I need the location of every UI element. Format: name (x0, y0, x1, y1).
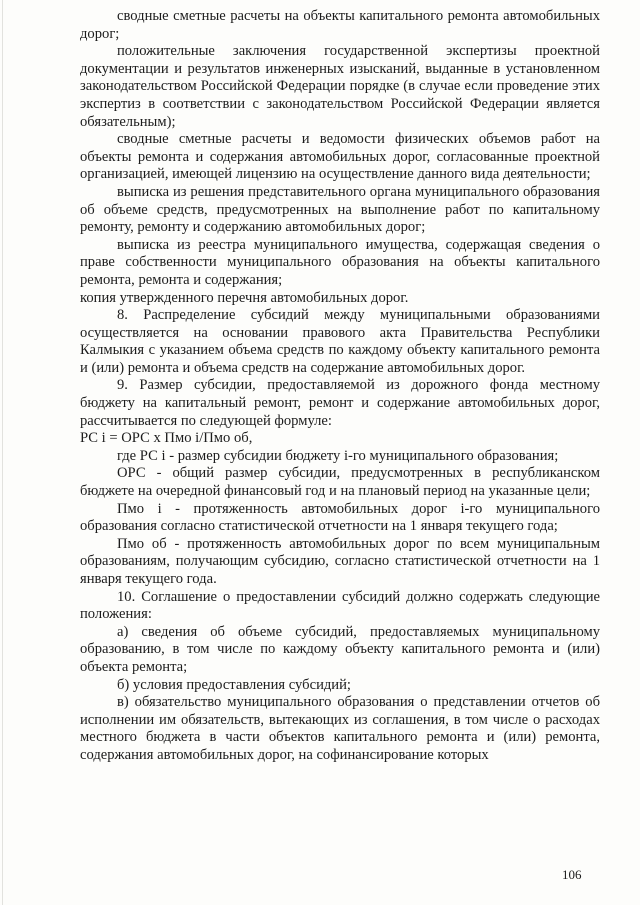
document-body (80, 8, 600, 765)
paragraph-decision-extract: выписка из решения представительного органа муниципального образования об объеме средств, предусмотренных на выполнение работ по капитальному ремонту, ремонту и содержанию автомобильных дорог; (80, 183, 600, 236)
paragraph-section-9: 9. Размер субсидии, предоставляемой из дорожного фонда местному бюджету на капитальный ремонт, ремонт и содержание автомобильных дорог, рассчитывается по следующей формуле: (80, 377, 600, 429)
paragraph-registry-extract: выписка из реестра муниципального имущества, содержащая сведения о праве собственности муниципального образования на объекты капитального ремонта, ремонта и содержания; (80, 236, 600, 288)
formula-definition-rs: где РС i - размер субсидии бюджету i-го муниципального образования; (117, 447, 559, 464)
paragraph-estimates-capital: сводные сметные расчеты на объекты капитального ремонта автомобильных дорог; (80, 8, 600, 42)
page-number: 106 (562, 867, 582, 882)
paragraph-item-v: в) обязательство муниципального образования о представлении отчетов об исполнении им обязательств, вытекающих из соглашения, в том числе о расходах местного бюджета в части объектов капитального ремонта и (или) ремонта, содержания автомобильных дорог, на софинансирование которых (80, 694, 600, 763)
formula-definition-pmo-i: Пмо i - протяженность автомобильных дорог i-го муниципального образования согласно статистической отчетности на 1 января текущего года; (80, 500, 600, 535)
formula-definition-pmo-ob: Пмо об - протяженность автомобильных дорог по всем муниципальным образованиям, получающим субсидию, согласно статистической отчетности на 1 января текущего года. (80, 535, 600, 587)
formula: РС i = ОРС х Пмо i/Пмо об, (80, 430, 253, 447)
paragraph-item-b: б) условия предоставления субсидий; (117, 676, 351, 693)
scan-edge (2, 0, 3, 905)
paragraph-item-a: а) сведения об объеме субсидий, предоставляемых муниципальному образованию, в том числе по каждому объекту капитального ремонта и (или) объекта ремонта; (80, 623, 600, 675)
paragraph-section-10: 10. Соглашение о предоставлении субсидий должно содержать следующие положения: (80, 588, 600, 623)
paragraph-section-8: 8. Распределение субсидий между муниципальными образованиями осуществляется на основании правового акта Правительства Республики Калмыкия с указанием объема средств по каждому объекту капитального ремонта и (или) ремонта и объема средств на содержание автомобильных дорог. (80, 307, 600, 376)
paragraph-expert-conclusions: положительные заключения государственной экспертизы проектной документации и результатов инженерных изысканий, выданные в установленном законодательством Российской Федерации порядке (в случае если проведение этих экспертиз в соответствии с законодательством Российской Федерации является обязательным); (80, 43, 600, 130)
formula-definition-ors: ОРС - общий размер субсидии, предусмотренных в республиканском бюджете на очередной финансовый год и на плановый период на указанные цели; (80, 465, 600, 500)
paragraph-roads-list: копия утвержденного перечня автомобильных дорог. (80, 289, 409, 306)
paragraph-estimates-repair: сводные сметные расчеты и ведомости физических объемов работ на объекты ремонта и содержания автомобильных дорог, согласованные проектной организацией, имеющей лицензию на осуществление данного вида деятельности; (80, 131, 600, 183)
